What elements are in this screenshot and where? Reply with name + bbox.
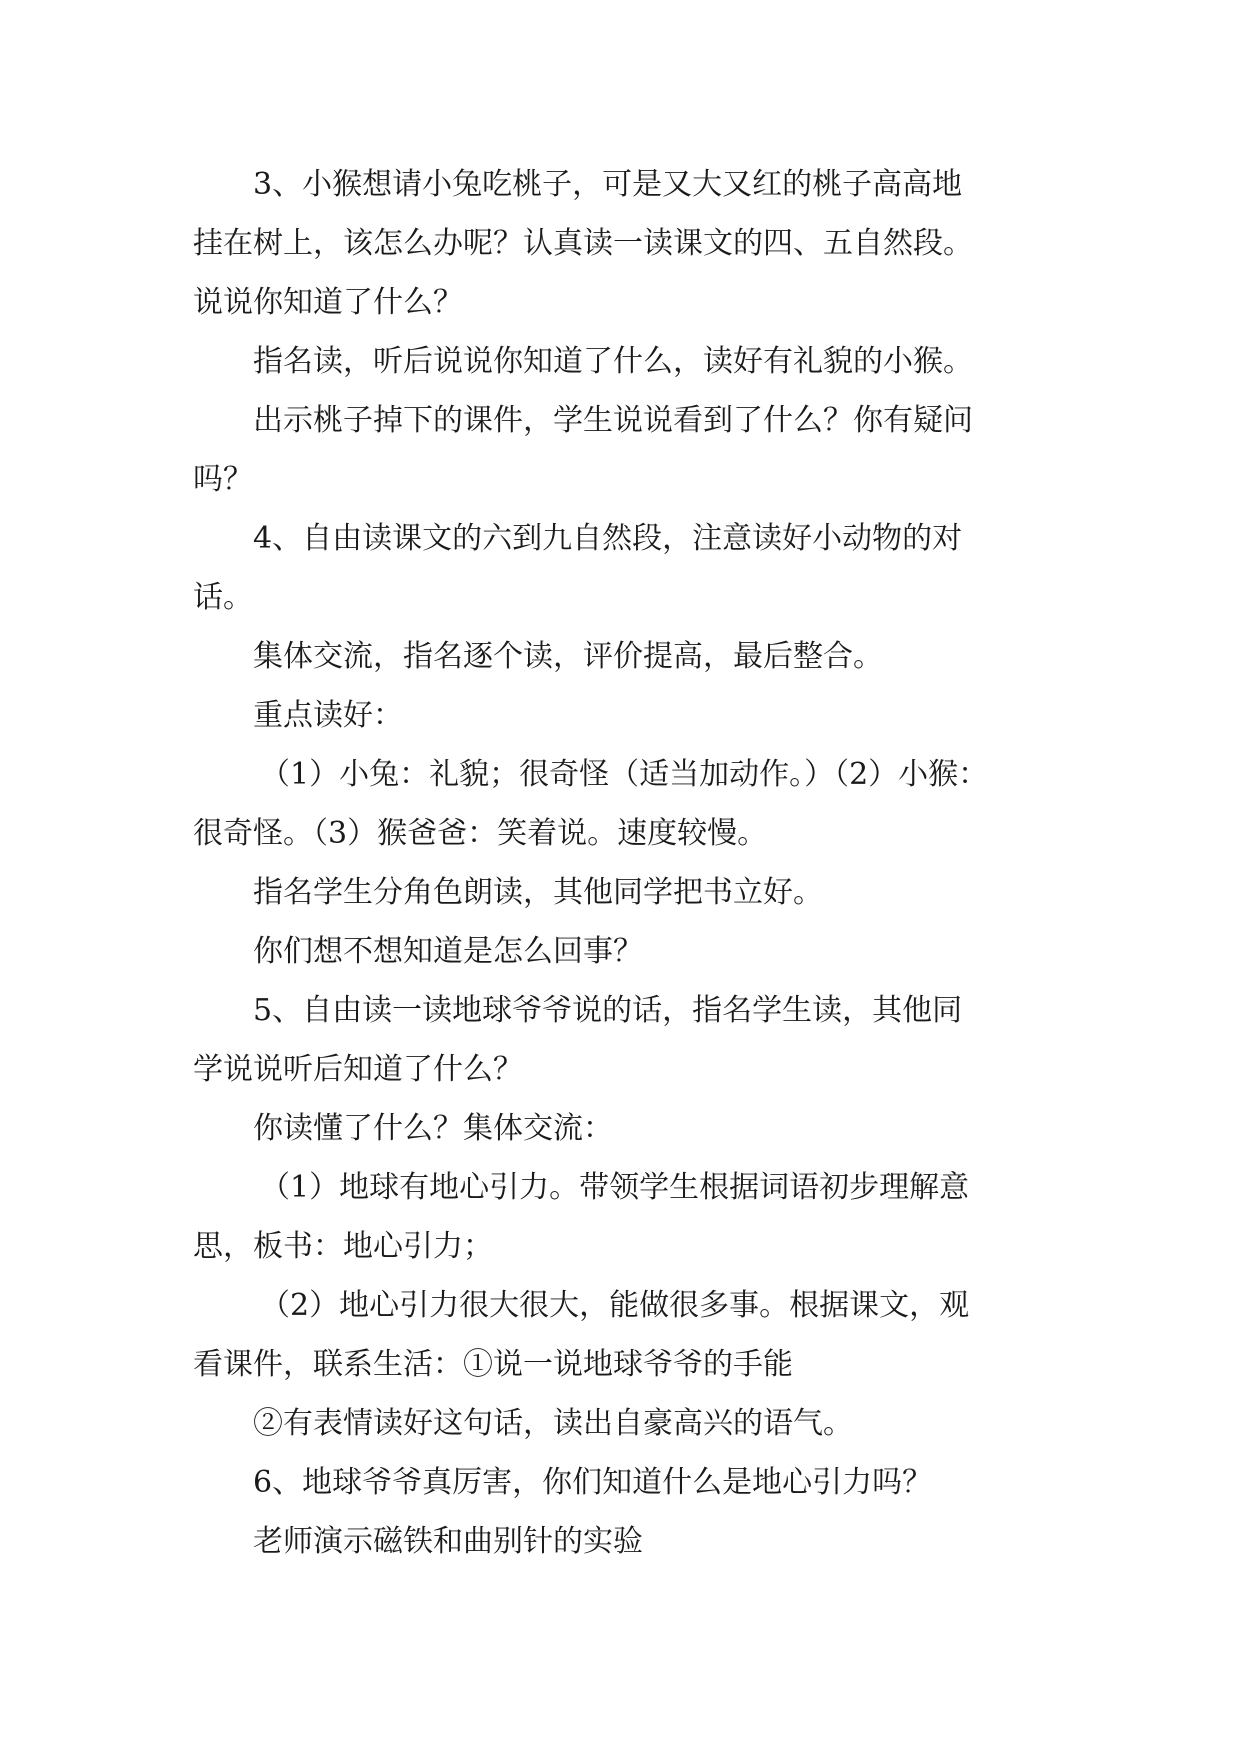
text-line: 老师演示磁铁和曲别针的实验 xyxy=(253,1524,643,1559)
text-line: 话。 xyxy=(193,580,253,615)
text-line: 看课件，联系生活：①说一说地球爷爷的手能 xyxy=(193,1347,793,1382)
text-line: 4、自由读课文的六到九自然段，注意读好小动物的对 xyxy=(253,521,963,556)
text-line: 思，板书：地心引力； xyxy=(193,1229,493,1264)
text-line: 出示桃子掉下的课件，学生说说看到了什么？你有疑问 xyxy=(253,403,973,438)
text-line: （1）小兔：礼貌；很奇怪（适当加动作。）（2）小猴： xyxy=(260,757,989,792)
text-line: 你读懂了什么？集体交流： xyxy=(253,1111,613,1146)
text-line: 6、地球爷爷真厉害，你们知道什么是地心引力吗？ xyxy=(253,1465,933,1500)
text-line: 吗？ xyxy=(193,462,253,497)
text-line: 3、小猴想请小兔吃桃子，可是又大又红的桃子高高地 xyxy=(253,167,963,202)
text-line: 集体交流，指名逐个读，评价提高，最后整合。 xyxy=(253,639,883,674)
text-line: ②有表情读好这句话，读出自豪高兴的语气。 xyxy=(253,1406,853,1441)
text-line: 说说你知道了什么？ xyxy=(193,285,463,320)
text-line: 重点读好： xyxy=(253,698,403,733)
text-line: 指名读，听后说说你知道了什么，读好有礼貌的小猴。 xyxy=(253,344,973,379)
text-line: 挂在树上，该怎么办呢？认真读一读课文的四、五自然段。 xyxy=(193,226,973,261)
text-line: （2）地心引力很大很大，能做很多事。根据课文，观 xyxy=(260,1288,970,1323)
text-line: 很奇怪。（3）猴爸爸：笑着说。速度较慢。 xyxy=(193,816,768,851)
text-line: 5、自由读一读地球爷爷说的话，指名学生读，其他同 xyxy=(253,993,963,1028)
text-line: 学说说听后知道了什么？ xyxy=(193,1052,523,1087)
text-line: 指名学生分角色朗读，其他同学把书立好。 xyxy=(253,875,823,910)
text-line: 你们想不想知道是怎么回事？ xyxy=(253,934,643,969)
text-line: （1）地球有地心引力。带领学生根据词语初步理解意 xyxy=(260,1170,970,1205)
